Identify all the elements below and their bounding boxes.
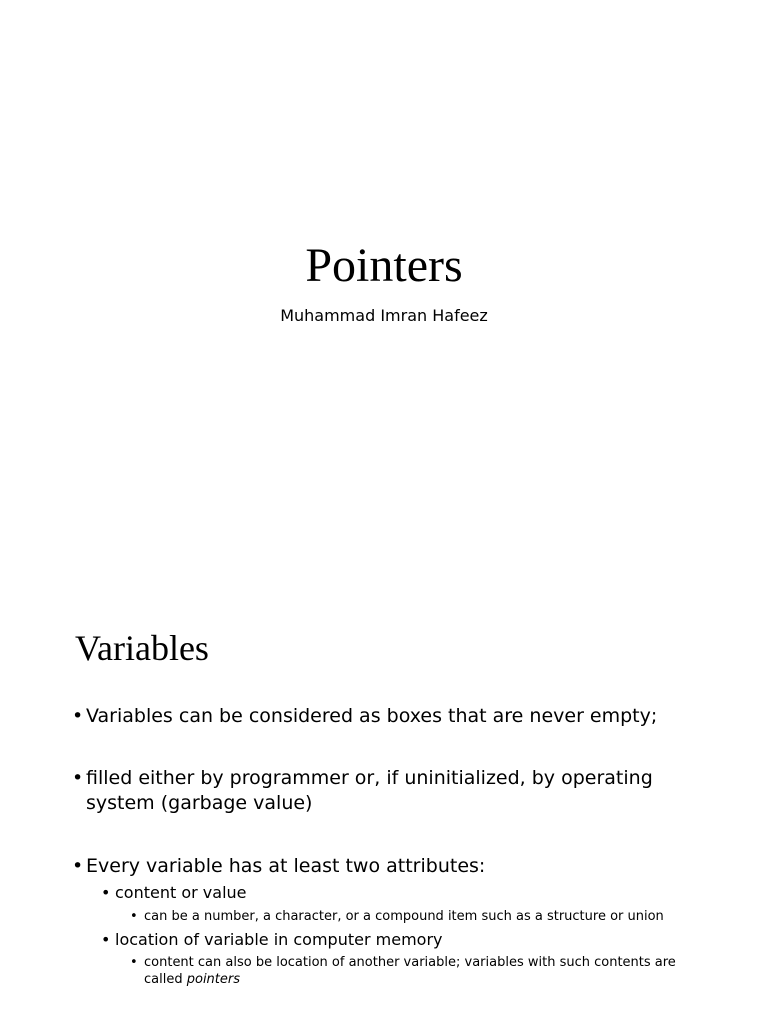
slide-title: Pointers <box>305 239 463 292</box>
bullet-item <box>72 766 672 816</box>
sub-sub-bullet-text: can be a number, a character, or a compound item such as a structure or union <box>144 909 664 924</box>
pointers-emphasis: pointers <box>186 972 241 987</box>
sub-sub-bullet-item <box>130 908 690 925</box>
sub-sub-bullet-text <box>144 954 690 988</box>
sub-sub-bullet-text-main: content can also be location of another variable; variables with such contents are called <box>144 955 676 987</box>
sub-bullet-text: location of variable in computer memory <box>115 930 443 949</box>
bullet-text: Variables can be considered as boxes that are never empty; <box>86 705 658 727</box>
slide-author: Muhammad Imran Hafeez <box>280 306 488 325</box>
bullet-glyph: • <box>72 705 84 727</box>
sub-bullet-text: content or value <box>115 883 247 902</box>
variables-slide <box>0 590 768 1024</box>
bullet-glyph: • <box>130 909 138 924</box>
bullet-item <box>72 854 672 879</box>
bullet-glyph: • <box>72 855 84 877</box>
bullet-glyph: • <box>72 767 84 789</box>
bullet-glyph: • <box>130 955 138 970</box>
bullet-text: filled either by programmer or, if uninitialized, by operating system (garbage value) <box>86 767 653 814</box>
bullet-glyph: • <box>101 883 111 902</box>
slide-heading: Variables <box>75 628 209 668</box>
sub-sub-bullet-item <box>130 954 690 988</box>
sub-bullet-item <box>101 883 661 903</box>
bullet-text: Every variable has at least two attributes: <box>86 855 486 877</box>
bullet-glyph: • <box>101 930 111 949</box>
sub-bullet-item <box>101 930 661 950</box>
bullet-item <box>72 704 672 729</box>
